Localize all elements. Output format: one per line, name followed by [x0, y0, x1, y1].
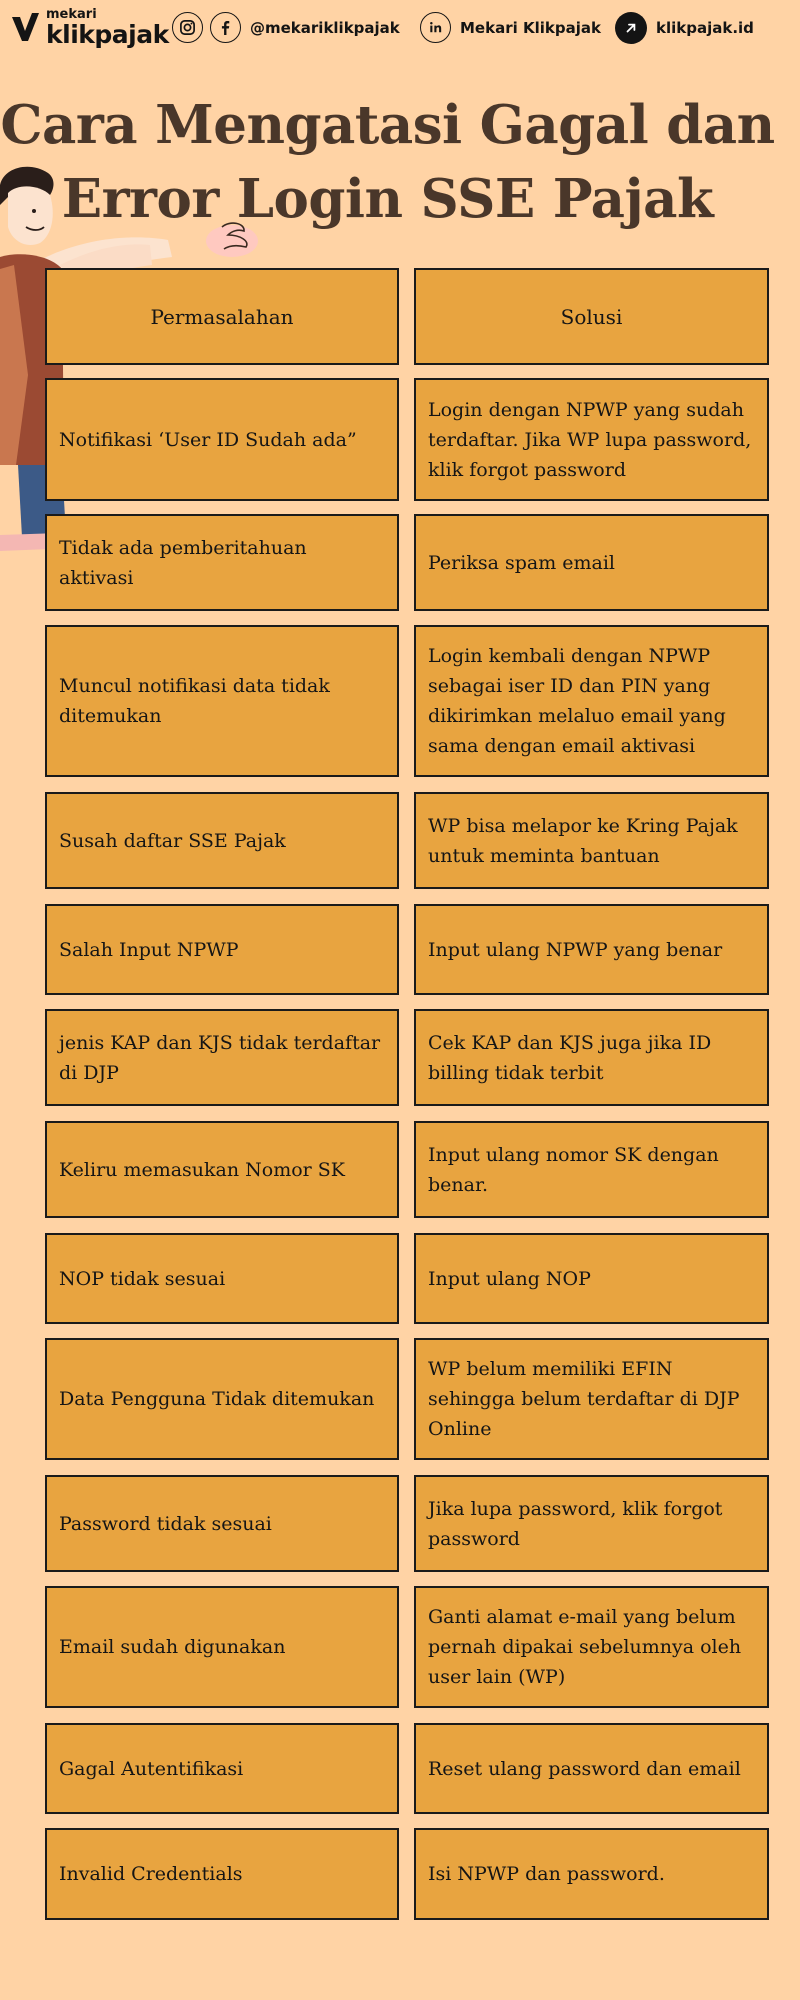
table-row [45, 1723, 769, 1814]
solution-cell: Login kembali dengan NPWP sebagai iser ID dan PIN yang dikirimkan melaluo email yang sama dengan email aktivasi [414, 625, 769, 777]
solution-cell: WP belum memiliki EFIN sehingga belum terdaftar di DJP Online [414, 1338, 769, 1460]
table-row [45, 378, 769, 501]
title-line-1: Cara Mengatasi Gagal dan [0, 94, 775, 156]
table-row [45, 1586, 769, 1708]
table-row [45, 625, 769, 777]
table-row [45, 1009, 769, 1106]
linkedin-account [420, 12, 601, 43]
table-row [45, 1828, 769, 1920]
solution-cell: Input ulang NPWP yang benar [414, 904, 769, 995]
solution-cell: Cek KAP dan KJS juga jika ID billing tidak terbit [414, 1009, 769, 1106]
solution-cell: Login dengan NPWP yang sudah terdaftar. Jika WP lupa password, klik forgot password [414, 378, 769, 501]
header-solution: Solusi [414, 268, 769, 365]
problem-cell: Keliru memasukan Nomor SK [45, 1121, 399, 1218]
solution-cell: Isi NPWP dan password. [414, 1828, 769, 1920]
table-row [45, 904, 769, 995]
problem-cell: NOP tidak sesuai [45, 1233, 399, 1324]
problem-cell: jenis KAP dan KJS tidak terdaftar di DJP [45, 1009, 399, 1106]
instagram-icon[interactable] [172, 12, 203, 43]
title-line-2: Error Login SSE Pajak [61, 168, 714, 230]
logo-mark-icon [10, 11, 40, 45]
arrow-up-right-icon[interactable] [615, 12, 647, 44]
page-title [0, 88, 775, 236]
header-bar [0, 0, 800, 56]
solution-cell: Input ulang nomor SK dengan benar. [414, 1121, 769, 1218]
problem-cell: Salah Input NPWP [45, 904, 399, 995]
brand-small-text: mekari [46, 7, 97, 22]
brand-logo[interactable] [10, 8, 169, 47]
social-accounts [172, 12, 400, 43]
table-row [45, 792, 769, 889]
table-row [45, 514, 769, 611]
table-row [45, 1121, 769, 1218]
problem-cell: Data Pengguna Tidak ditemukan [45, 1338, 399, 1460]
problem-cell: Password tidak sesuai [45, 1475, 399, 1572]
header-problem: Permasalahan [45, 268, 399, 365]
solution-cell: Periksa spam email [414, 514, 769, 611]
table-row [45, 1338, 769, 1460]
solution-cell: Jika lupa password, klik forgot password [414, 1475, 769, 1572]
website-link [615, 12, 754, 44]
social-handle[interactable]: @mekariklikpajak [250, 18, 400, 37]
problem-cell: Muncul notifikasi data tidak ditemukan [45, 625, 399, 777]
problem-cell: Email sudah digunakan [45, 1586, 399, 1708]
facebook-icon[interactable] [210, 12, 241, 43]
linkedin-name[interactable]: Mekari Klikpajak [460, 18, 601, 37]
website-url[interactable]: klikpajak.id [656, 19, 754, 37]
solution-cell: Reset ulang password dan email [414, 1723, 769, 1814]
problem-cell: Gagal Autentifikasi [45, 1723, 399, 1814]
problem-cell: Tidak ada pemberitahuan aktivasi [45, 514, 399, 611]
problem-cell: Notifikasi ‘User ID Sudah ada” [45, 378, 399, 501]
solution-cell: Ganti alamat e-mail yang belum pernah dipakai sebelumnya oleh user lain (WP) [414, 1586, 769, 1708]
linkedin-icon[interactable] [420, 12, 451, 43]
brand-big-text: klikpajak [46, 20, 169, 49]
table-row [45, 1475, 769, 1572]
problem-cell: Invalid Credentials [45, 1828, 399, 1920]
solution-cell: Input ulang NOP [414, 1233, 769, 1324]
table-header-row [45, 268, 769, 365]
solution-cell: WP bisa melapor ke Kring Pajak untuk meminta bantuan [414, 792, 769, 889]
problem-cell: Susah daftar SSE Pajak [45, 792, 399, 889]
table-row [45, 1233, 769, 1324]
